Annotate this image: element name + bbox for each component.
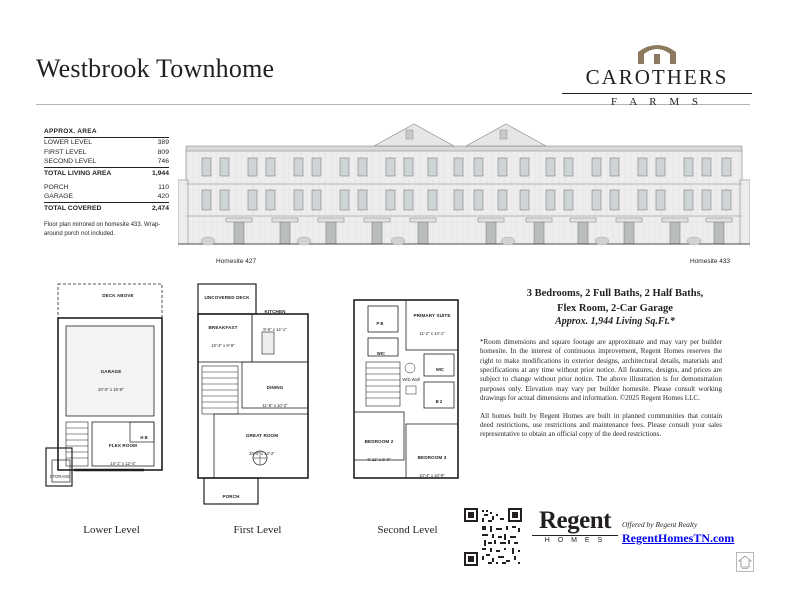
room-label-porch: PORCH	[222, 494, 240, 499]
offered-by-text: Offered by Regent Realty	[622, 520, 698, 529]
disclaimer-paragraph-2: All homes built by Regent Homes are built in planned communities that contain deed restrictions, use restrictions and maintenance fees. Please consult your sales representative to obtain an official copy of the deed restrictions.	[480, 411, 722, 439]
room-label-bedroom-3: BEDROOM 3	[417, 455, 447, 460]
area-label: FIRST LEVEL	[44, 148, 87, 156]
table-row	[44, 147, 169, 156]
area-value: 389	[157, 139, 169, 147]
approx-area-table	[44, 128, 169, 239]
regent-wordmark: Regent	[539, 507, 611, 534]
room-dims-kitchen: 9'-6" x 14'-1"	[263, 327, 287, 333]
room-dims-primary-suite: 11'-2" x 13'-1"	[419, 331, 445, 337]
regent-rule	[532, 535, 618, 536]
room-label-uncovered-deck: UNCOVERED DECK	[204, 295, 250, 300]
table-row	[44, 182, 169, 191]
room-label-wic-left: WIC	[376, 351, 386, 356]
spec-headline-line1: 3 Bedrooms, 2 Full Baths, 2 Half Baths,	[526, 288, 704, 299]
room-label-wic-right: WIC	[435, 367, 445, 372]
carothers-farms-logo	[562, 42, 752, 108]
room-label-breakfast: BREAKFAST	[208, 325, 238, 330]
spec-subline: Approx. 1,944 Living Sq.Ft.*	[555, 316, 675, 327]
brand-name: CAROTHERS	[585, 65, 729, 89]
regent-homes-text: H O M E S	[544, 537, 606, 544]
room-label-dining: DINING	[266, 385, 284, 390]
table-row	[44, 192, 169, 201]
room-label-flex-room: FLEX ROOM	[108, 443, 138, 448]
room-label-garage: GARAGE	[100, 369, 122, 374]
room-dims-bedroom-2: 9'-11" x 9'-0"	[367, 457, 391, 463]
caption-second-level: Second Level	[377, 524, 438, 536]
website-link[interactable]: RegentHomesTN.com	[622, 531, 735, 545]
spec-headline	[480, 286, 750, 316]
area-label: SECOND LEVEL	[44, 157, 97, 165]
page-title: Westbrook Townhome	[36, 54, 275, 83]
room-dims-great-room: 20'-0" x 13'-2"	[249, 451, 275, 457]
table-row	[44, 138, 169, 147]
area-value: 1,944	[151, 170, 169, 178]
building-elevation-drawing	[178, 118, 750, 258]
room-label-bath-2: B 2	[435, 399, 443, 404]
table-row-total-living	[44, 167, 169, 178]
room-dims-bedroom-3: 10'-4" x 10'-9"	[419, 473, 445, 479]
regent-homes-logo	[532, 508, 618, 544]
room-label-deck-above: DECK ABOVE	[102, 293, 134, 298]
room-dims-garage: 20'-5" x 19'-8"	[98, 387, 124, 393]
disclaimer-paragraph-1: *Room dimensions and square footage are approximate and may vary per builder homesite. In the interest of continuous improvement, Regent Homes reserves the right to make modifications in exterior designs, architectural details, materials and specifications at any time without prior notice. All features, designs, and prices are subject to change without prior notice. The above illustration is for demonstration purposes only. Elevation may vary per builder homesite. Please consult working drawings for actual dimensions and information. ©2025 Regent Homes LLC.	[480, 338, 722, 403]
area-label: PORCH	[44, 183, 69, 191]
room-dims-dining: 11'-8" x 10'-2"	[262, 403, 288, 409]
caption-first-level: First Level	[233, 524, 282, 536]
spec-headline-line2: Flex Room, 2-Car Garage	[557, 303, 673, 315]
area-label: LOWER LEVEL	[44, 139, 92, 147]
brand-rule	[562, 93, 752, 94]
caption-lower-level: Lower Level	[83, 524, 140, 536]
area-value: 420	[157, 192, 169, 200]
floorplan-first-level	[190, 282, 325, 514]
equal-housing-opportunity-icon	[736, 552, 754, 572]
area-value: 110	[158, 183, 169, 191]
room-label-great-room: GREAT ROOM	[245, 433, 279, 438]
area-value: 2,474	[151, 205, 169, 213]
room-dims-flex-room: 14'-1" x 12'-4"	[110, 461, 136, 467]
area-footnote: Floor plan mirrored on homesite 433. Wrap-around porch not included.	[44, 222, 161, 237]
area-table-heading: APPROX. AREA	[44, 128, 169, 138]
table-row	[44, 157, 169, 166]
area-label: TOTAL COVERED	[44, 205, 102, 213]
area-label: GARAGE	[44, 192, 74, 200]
area-label: TOTAL LIVING AREA	[44, 170, 112, 178]
homesite-label-left: Homesite 427	[216, 258, 257, 265]
room-label-primary-suite: PRIMARY SUITE	[413, 313, 451, 318]
disclaimer-text	[480, 338, 722, 448]
room-label-kitchen: KITCHEN	[264, 309, 286, 314]
room-label-laundry: W/D Wall	[402, 377, 420, 382]
area-value: 746	[157, 157, 169, 165]
room-dims-breakfast: 10'-3" x 8'-9"	[211, 343, 235, 349]
brand-subtitle: F A R M S	[610, 96, 704, 108]
qr-code[interactable]	[464, 508, 522, 566]
area-value: 809	[157, 148, 169, 156]
room-label-primary-bath: P B	[376, 321, 384, 326]
homesite-label-right: Homesite 433	[690, 258, 731, 265]
room-label-half-bath: H B	[140, 435, 148, 440]
table-row-total-covered	[44, 202, 169, 213]
floorplan-second-level	[348, 282, 468, 514]
room-label-bedroom-2: BEDROOM 2	[364, 439, 394, 444]
arch-icon	[562, 42, 752, 64]
room-label-storage: STORAGE	[49, 474, 71, 479]
floorplan-lower-level	[44, 282, 179, 514]
